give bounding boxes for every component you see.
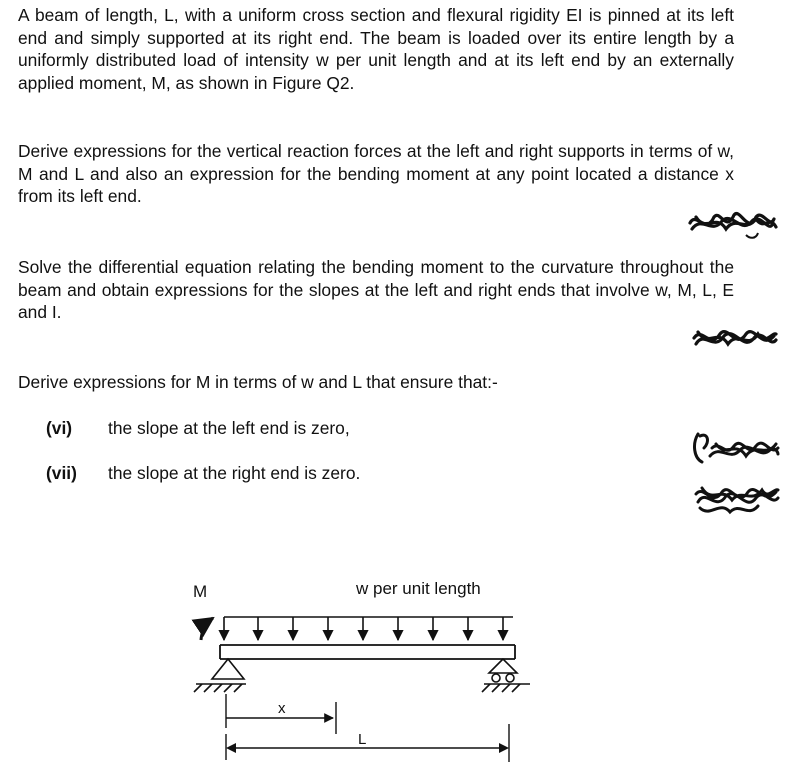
subpart-number: (vii) [46,463,77,483]
roller-support [482,659,530,692]
part-reactions: Derive expressions for the vertical reaction forces at the left and right supports in terms of w, M and L and also an expression for the bending moment at any point located a distance x from its left end. [18,141,734,206]
redaction-scribble [690,428,782,468]
load-label: w per unit length [356,579,481,598]
x-label: x [278,700,286,717]
moment-label: M [193,582,208,601]
length-label: L [358,731,367,748]
subpart-text: the slope at the right end is zero. [108,463,361,483]
pinned-support [194,659,246,692]
distributed-load [224,617,513,640]
redaction-scribble [690,322,778,356]
part-moment: Derive expressions for M in terms of w and L that ensure that:- [18,372,498,392]
redaction-scribble [690,480,782,522]
applied-moment-arrow [201,618,213,640]
subpart-number: (vi) [46,418,73,438]
subpart-text: the slope at the left end is zero, [108,418,350,438]
beam-figure [0,560,788,765]
beam [220,645,515,659]
part-slopes: Solve the differential equation relating the bending moment to the curvature throughout the beam and obtain expressions for the slopes at the left and right ends that involve w, M, L, E and I. [18,257,734,322]
redaction-scribble [686,205,778,241]
problem-intro: A beam of length, L, with a uniform cross section and flexural rigidity EI is pinned at its left end and simply supported at its right end. The beam is loaded over its entire length by a uniformly distributed load of intensity w per unit length and at its left end by an externally applied moment, M, as shown in Figure Q2. [18,5,734,93]
length-dimension [226,724,509,762]
